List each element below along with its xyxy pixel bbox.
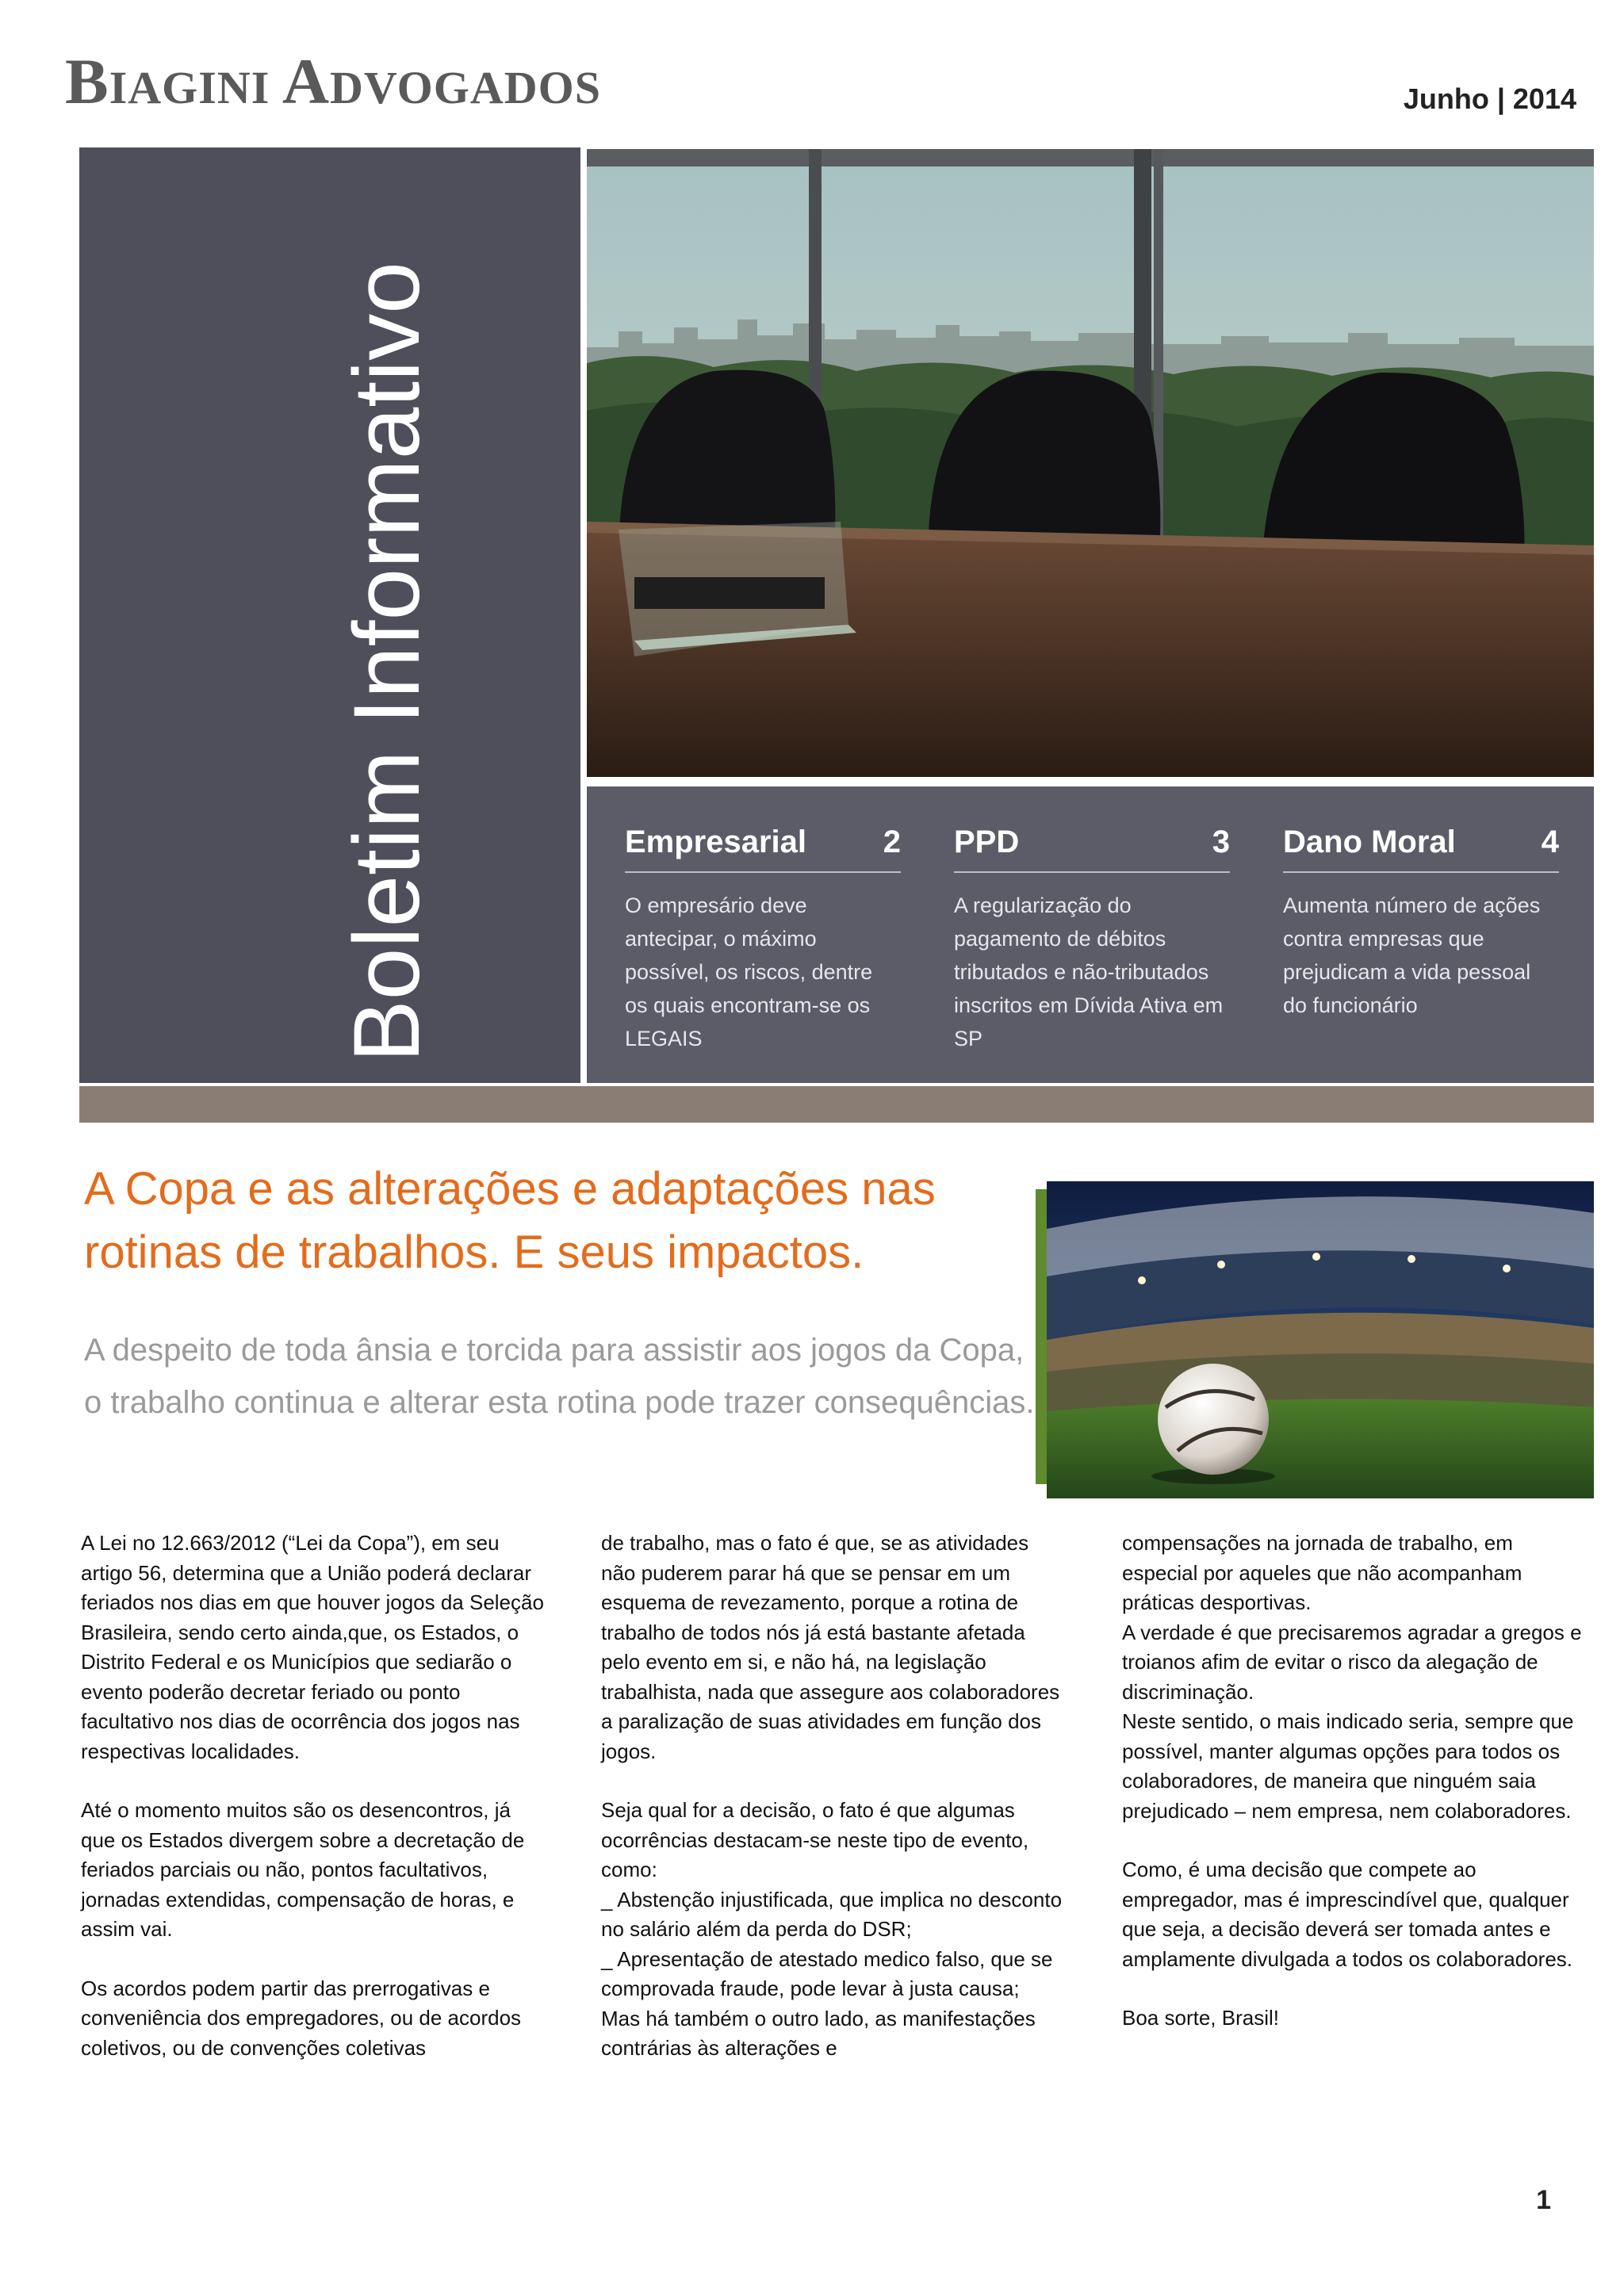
cover-vertical-title: Boletim Informativo	[335, 262, 439, 1062]
paragraph: Até o momento muitos são os desencontros, já que os Estados divergem sobre a decretação de feriados parciais ou não, pontos facultativos, jornadas extendidas, compensação de horas, e assim vai.	[81, 1798, 525, 1941]
paragraph: Neste sentido, o mais indicado seria, sempre que possível, manter algumas opções para todos os colaboradores, de maneira que ninguém saia prejudicado – nem empresa, nem colaboradores.	[1122, 1709, 1574, 1823]
firm-rest-1: IAGINI	[109, 62, 282, 113]
cover-side-panel	[79, 147, 580, 1083]
article-column-1	[81, 1529, 545, 2063]
toc-item-title: Empresarial	[625, 825, 807, 859]
firm-initial-2: A	[282, 45, 331, 117]
toc-item-description: O empresário deve antecipar, o máximo possível, os riscos, dentre os quais encontram-se os LEGAIS	[625, 894, 873, 1050]
toc-item-title: Dano Moral	[1283, 825, 1456, 859]
toc-item-title: PPD	[954, 825, 1020, 859]
stadium-ball-photo	[1047, 1181, 1594, 1498]
meeting-room-photo	[587, 149, 1594, 777]
paragraph: de trabalho, mas o fato é que, se as atividades não puderem parar há que se pensar em um esquema de revezamento, porque a rotina de trabalho de todos nós já está bastante afetada pelo evento em si, e não há, na legislação trabalhista, nada que assegure aos colaboradores a paralização de suas atividades em função dos jogos.	[601, 1531, 1060, 1763]
image-accent-bar	[1036, 1189, 1047, 1484]
paragraph: Como, é uma decisão que compete ao empregador, mas é imprescindível que, qualquer que seja, a decisão deverá ser tomada antes e amplamente divulgada a todos os colaboradores.	[1122, 1858, 1573, 1971]
article-column-3	[1122, 1529, 1586, 2034]
meeting-room-illustration	[587, 149, 1594, 777]
issue-date: Junho | 2014	[1403, 82, 1576, 115]
article-column-2	[601, 1529, 1065, 2064]
paragraph: A Lei no 12.663/2012 (“Lei da Copa”), em seu artigo 56, determina que a União poderá declarar feriados nos dias em que houver jogos da Seleção Brasileira, sendo certo ainda,que, os Estados, o Distrito Federal e os Municípios que sediarão o evento poderão decretar feriado ou ponto facultativo nos dias de ocorrência dos jogos nas respectivas localidades.	[81, 1531, 544, 1763]
firm-initial-1: B	[65, 45, 109, 117]
paragraph: compensações na jornada de trabalho, em especial por aqueles que não acompanham práticas desportivas.	[1122, 1531, 1522, 1614]
toc-item-description: Aumenta número de ações contra empresas que prejudicam a vida pessoal do funcionário	[1283, 894, 1541, 1017]
paragraph: Os acordos podem partir das prerrogativas e conveniência dos empregadores, ou de acordos coletivos, ou de convenções coletivas	[81, 1976, 522, 2060]
toc-item-page: 2	[883, 825, 901, 859]
toc-item-page: 3	[1212, 825, 1230, 859]
toc-item-dano-moral[interactable]	[1283, 825, 1559, 1022]
stadium-illustration	[1047, 1181, 1594, 1498]
toc-item-page: 4	[1541, 825, 1559, 859]
toc-item-description: A regularização do pagamento de débitos tributados e não-tributados inscritos em Dívida Ativa em SP	[954, 894, 1224, 1050]
article-headline: A Copa e as alterações e adaptações nas rotinas de trabalhos. E seus impactos.	[84, 1163, 936, 1278]
paragraph: A verdade é que precisaremos agradar a gregos e troianos afim de evitar o risco da alegação de discriminação.	[1122, 1620, 1582, 1704]
table-of-contents	[587, 786, 1594, 1083]
page-number: 1	[1536, 2185, 1551, 2215]
paragraph: Mas há também o outro lado, as manifestações contrárias às alterações e	[601, 2006, 1036, 2060]
article-subtitle: A despeito de toda ânsia e torcida para assistir aos jogos da Copa, o trabalho continua e alterar esta rotina pode trazer consequências.	[84, 1333, 1035, 1420]
firm-name	[65, 44, 601, 119]
toc-item-ppd[interactable]	[954, 825, 1230, 1055]
closing-line: Boa sorte, Brasil!	[1122, 2006, 1279, 2030]
list-item: _ Abstenção injustificada, que implica no desconto no salário além da perda do DSR;	[601, 1887, 1063, 1941]
divider-bar	[79, 1086, 1594, 1123]
list-item: _ Apresentação de atestado medico falso, que se comprovada fraude, pode levar à justa causa;	[601, 1946, 1053, 2000]
toc-item-empresarial[interactable]	[625, 825, 901, 1055]
paragraph: Seja qual for a decisão, o fato é que algumas ocorrências destacam-se neste tipo de evento, como:	[601, 1798, 1029, 1881]
firm-rest-2: DVOGADOS	[330, 62, 602, 113]
